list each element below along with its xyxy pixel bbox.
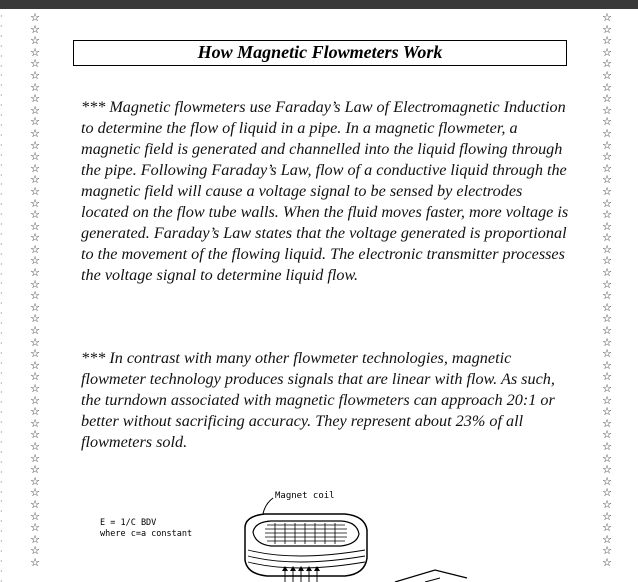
border-star-icon: ☆ xyxy=(30,22,40,36)
page-edge-marks xyxy=(0,12,7,582)
edge-mark-icon: · xyxy=(0,358,3,368)
edge-mark-icon: · xyxy=(0,61,3,71)
border-star-icon: ☆ xyxy=(602,405,612,419)
border-star-icon: ☆ xyxy=(30,289,40,303)
formula-line-1: E = 1/C BDV xyxy=(100,518,157,528)
border-star-icon: ☆ xyxy=(602,347,612,361)
border-star-icon: ☆ xyxy=(602,150,612,164)
border-star-icon: ☆ xyxy=(602,324,612,338)
border-star-icon: ☆ xyxy=(30,474,40,488)
edge-mark-icon: · xyxy=(0,101,3,111)
edge-mark-icon: · xyxy=(0,21,3,31)
edge-mark-icon: · xyxy=(0,111,3,121)
edge-mark-icon: · xyxy=(0,289,3,299)
edge-mark-icon: · xyxy=(0,259,3,269)
border-star-icon: ☆ xyxy=(30,150,40,164)
border-star-icon: ☆ xyxy=(602,68,612,82)
paragraph-linear-flow: *** In contrast with many other flowmeter technologies, magnetic flowmeter technology produces signals that are linear with flow. As such, the turndown associated with magnetic flowmeters can approach 20:1 or better without sacrificing accuracy. They represent about 23% of all flowmeters sold. xyxy=(81,349,555,451)
border-star-icon: ☆ xyxy=(30,219,40,233)
border-star-icon: ☆ xyxy=(602,103,612,117)
edge-mark-icon: · xyxy=(0,91,3,101)
edge-mark-icon: · xyxy=(0,408,3,418)
border-star-icon: ☆ xyxy=(602,231,612,245)
border-star-icon: ☆ xyxy=(30,324,40,338)
border-star-icon: ☆ xyxy=(30,509,40,523)
edge-mark-icon: · xyxy=(0,319,3,329)
border-star-icon: ☆ xyxy=(30,358,40,372)
border-star-icon: ☆ xyxy=(602,532,612,546)
edge-mark-icon: · xyxy=(0,467,3,477)
edge-mark-icon: · xyxy=(0,576,3,582)
edge-mark-icon: · xyxy=(0,31,3,41)
edge-mark-icon: · xyxy=(0,418,3,428)
border-star-icon: ☆ xyxy=(30,393,40,407)
border-star-icon: ☆ xyxy=(30,92,40,106)
border-star-icon: ☆ xyxy=(602,497,612,511)
edge-mark-icon: · xyxy=(0,546,3,556)
border-star-icon: ☆ xyxy=(30,416,40,430)
border-star-icon: ☆ xyxy=(30,45,40,59)
border-star-icon: ☆ xyxy=(30,57,40,71)
edge-mark-icon: · xyxy=(0,41,3,51)
border-star-icon: ☆ xyxy=(30,451,40,465)
border-star-icon: ☆ xyxy=(30,277,40,291)
border-star-icon: ☆ xyxy=(30,405,40,419)
border-star-icon: ☆ xyxy=(30,103,40,117)
border-star-icon: ☆ xyxy=(30,231,40,245)
border-star-icon: ☆ xyxy=(602,34,612,48)
border-star-icon: ☆ xyxy=(30,312,40,326)
edge-mark-icon: · xyxy=(0,299,3,309)
edge-mark-icon: · xyxy=(0,309,3,319)
border-star-icon: ☆ xyxy=(30,439,40,453)
border-star-icon: ☆ xyxy=(602,138,612,152)
border-star-icon: ☆ xyxy=(30,12,40,24)
magnet-coil-label: Magnet coil xyxy=(275,491,335,501)
border-star-icon: ☆ xyxy=(30,555,40,569)
border-star-icon: ☆ xyxy=(30,138,40,152)
edge-mark-icon: · xyxy=(0,477,3,487)
border-star-icon: ☆ xyxy=(602,22,612,36)
border-star-icon: ☆ xyxy=(602,486,612,500)
right-star-border xyxy=(600,12,614,582)
edge-mark-icon: · xyxy=(0,348,3,358)
page-title: How Magnetic Flowmeters Work xyxy=(73,40,567,66)
border-star-icon: ☆ xyxy=(30,184,40,198)
border-star-icon: ☆ xyxy=(602,277,612,291)
border-star-icon: ☆ xyxy=(602,254,612,268)
border-star-icon: ☆ xyxy=(602,474,612,488)
border-star-icon: ☆ xyxy=(602,173,612,187)
border-star-icon: ☆ xyxy=(30,254,40,268)
edge-mark-icon: · xyxy=(0,457,3,467)
edge-mark-icon: · xyxy=(0,556,3,566)
edge-mark-icon: · xyxy=(0,130,3,140)
edge-mark-icon: · xyxy=(0,338,3,348)
edge-mark-icon: · xyxy=(0,537,3,547)
border-star-icon: ☆ xyxy=(602,219,612,233)
border-star-icon: ☆ xyxy=(602,300,612,314)
border-star-icon: ☆ xyxy=(30,497,40,511)
edge-mark-icon: · xyxy=(0,447,3,457)
edge-mark-icon: · xyxy=(0,329,3,338)
edge-mark-icon: · xyxy=(0,12,3,21)
edge-mark-icon: · xyxy=(0,428,3,438)
border-star-icon: ☆ xyxy=(602,335,612,349)
border-star-icon: ☆ xyxy=(602,289,612,303)
border-star-icon: ☆ xyxy=(30,34,40,48)
edge-mark-icon: · xyxy=(0,140,3,150)
edge-mark-icon: · xyxy=(0,507,3,517)
border-star-icon: ☆ xyxy=(602,80,612,94)
border-star-icon: ☆ xyxy=(602,358,612,372)
left-star-border xyxy=(28,12,42,582)
border-star-icon: ☆ xyxy=(602,555,612,569)
border-star-icon: ☆ xyxy=(602,92,612,106)
border-star-icon: ☆ xyxy=(602,161,612,175)
border-star-icon: ☆ xyxy=(602,208,612,222)
edge-mark-icon: · xyxy=(0,180,3,190)
edge-mark-icon: · xyxy=(0,279,3,289)
border-star-icon: ☆ xyxy=(602,266,612,280)
paragraph-faraday: *** Magnetic flowmeters use Faraday’s Law of Electromagnetic Induction to determine the flow of liquid in a pipe. In a magnetic flowmeter, a magnetic field is generated and channelled into the liquid flowing through the pipe. Following Faraday’s Law, flow of a conductive liquid through the magnetic field will cause a voltage signal to be sensed by electrodes located on the flow tube walls. When the fluid moves faster, more voltage is generated. Faraday’s Law states that the voltage generated is proportional to the movement of the flowing liquid. The electronic transmitter processes the voltage signal to determine liquid flow. xyxy=(81,98,569,284)
border-star-icon: ☆ xyxy=(30,161,40,175)
border-star-icon: ☆ xyxy=(602,12,612,24)
edge-mark-icon: · xyxy=(0,190,3,200)
edge-mark-icon: · xyxy=(0,388,3,398)
border-star-icon: ☆ xyxy=(602,544,612,558)
edge-mark-icon: · xyxy=(0,487,3,497)
edge-mark-icon: · xyxy=(0,51,3,61)
edge-mark-icon: · xyxy=(0,170,3,180)
border-star-icon: ☆ xyxy=(602,115,612,129)
edge-mark-icon: · xyxy=(0,210,3,220)
edge-mark-icon: · xyxy=(0,249,3,259)
border-star-icon: ☆ xyxy=(602,428,612,442)
border-star-icon: ☆ xyxy=(602,393,612,407)
border-star-icon: ☆ xyxy=(30,521,40,535)
edge-mark-icon: · xyxy=(0,437,3,447)
border-star-icon: ☆ xyxy=(30,544,40,558)
edge-mark-icon: · xyxy=(0,71,3,81)
border-star-icon: ☆ xyxy=(602,196,612,210)
border-star-icon: ☆ xyxy=(30,335,40,349)
border-star-icon: ☆ xyxy=(602,451,612,465)
flowmeter-diagram xyxy=(95,488,495,582)
border-star-icon: ☆ xyxy=(30,242,40,256)
edge-mark-icon: · xyxy=(0,220,3,230)
border-star-icon: ☆ xyxy=(30,370,40,384)
window-top-bar xyxy=(0,0,638,9)
formula-line-2: where c=a constant xyxy=(100,529,193,539)
border-star-icon: ☆ xyxy=(30,173,40,187)
edge-mark-icon: · xyxy=(0,239,3,249)
border-star-icon: ☆ xyxy=(30,266,40,280)
border-star-icon: ☆ xyxy=(30,347,40,361)
border-star-icon: ☆ xyxy=(30,382,40,395)
edge-mark-icon: · xyxy=(0,269,3,279)
border-star-icon: ☆ xyxy=(30,486,40,500)
edge-mark-icon: · xyxy=(0,378,3,388)
border-star-icon: ☆ xyxy=(30,196,40,210)
border-star-icon: ☆ xyxy=(30,532,40,546)
border-star-icon: ☆ xyxy=(602,370,612,384)
edge-mark-icon: · xyxy=(0,150,3,160)
border-star-icon: ☆ xyxy=(602,184,612,198)
border-star-icon: ☆ xyxy=(602,57,612,71)
border-star-icon: ☆ xyxy=(602,439,612,453)
edge-mark-icon: · xyxy=(0,160,3,170)
border-star-icon: ☆ xyxy=(602,45,612,59)
border-star-icon: ☆ xyxy=(602,463,612,477)
edge-mark-icon: · xyxy=(0,566,3,576)
edge-mark-icon: · xyxy=(0,81,3,91)
border-star-icon: ☆ xyxy=(30,208,40,222)
border-star-icon: ☆ xyxy=(602,382,612,395)
border-star-icon: ☆ xyxy=(30,80,40,94)
edge-mark-icon: · xyxy=(0,200,3,210)
edge-mark-icon: · xyxy=(0,398,3,408)
border-star-icon: ☆ xyxy=(30,126,40,140)
border-star-icon: ☆ xyxy=(30,428,40,442)
edge-mark-icon: · xyxy=(0,497,3,507)
border-star-icon: ☆ xyxy=(30,68,40,82)
border-star-icon: ☆ xyxy=(602,521,612,535)
edge-mark-icon: · xyxy=(0,527,3,537)
edge-mark-icon: · xyxy=(0,368,3,378)
border-star-icon: ☆ xyxy=(602,312,612,326)
border-star-icon: ☆ xyxy=(30,300,40,314)
edge-mark-icon: · xyxy=(0,229,3,239)
border-star-icon: ☆ xyxy=(30,115,40,129)
edge-mark-icon: · xyxy=(0,120,3,130)
border-star-icon: ☆ xyxy=(602,416,612,430)
border-star-icon: ☆ xyxy=(30,463,40,477)
edge-mark-icon: · xyxy=(0,517,3,527)
border-star-icon: ☆ xyxy=(602,242,612,256)
border-star-icon: ☆ xyxy=(602,509,612,523)
border-star-icon: ☆ xyxy=(602,126,612,140)
